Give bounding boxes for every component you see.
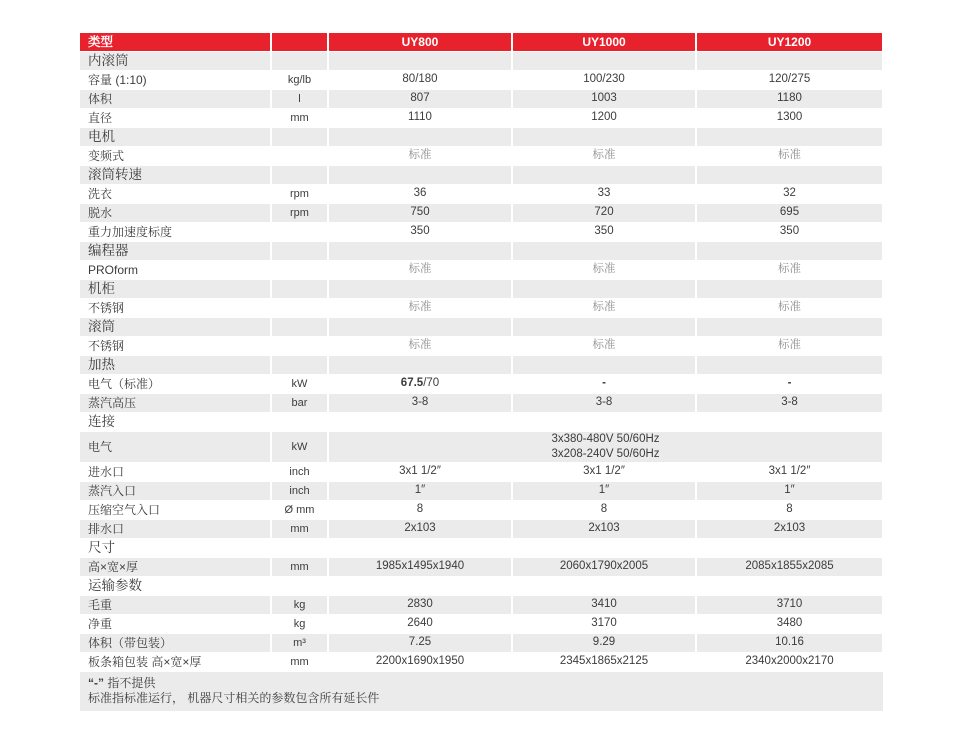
merged-value-cell: [329, 432, 882, 462]
value-cell: 标准: [778, 301, 801, 314]
row-label: 高×宽×厚: [80, 558, 270, 576]
value-cell: 标准: [592, 301, 616, 314]
value-cell: 2200x1690x1950: [375, 655, 465, 668]
value-cell: 3x1 1/2″: [399, 465, 441, 478]
value-cell: 100/230: [583, 73, 625, 86]
row-label: 电气（标准）: [88, 377, 161, 391]
table-body: [80, 52, 883, 671]
table-row: [80, 520, 883, 538]
table-row: [80, 432, 883, 462]
table-row: [80, 71, 883, 89]
table-row: [80, 223, 883, 241]
value-cell: 1″: [513, 482, 695, 500]
table-footnote: [80, 672, 883, 711]
table-row: [80, 394, 883, 412]
value-cell: [329, 356, 511, 374]
table-row: [80, 261, 883, 279]
value-cell: 8: [600, 503, 608, 516]
section-label: 滚筒转速: [80, 166, 270, 184]
value-segment: 67.5: [400, 377, 424, 390]
header-unit-label: [272, 33, 327, 51]
table-row: [80, 596, 883, 614]
value-cell: [697, 539, 882, 557]
value-cell: [329, 52, 511, 70]
value-cell: [329, 280, 511, 298]
value-cell: 8: [416, 503, 424, 516]
value-cell: 2085x1855x2085: [697, 558, 882, 576]
value-cell: [697, 128, 882, 146]
section-row: [80, 413, 883, 431]
row-unit: [272, 242, 327, 260]
value-cell: 标准: [408, 339, 432, 352]
value-cell: [513, 242, 695, 260]
value-cell: [697, 375, 882, 393]
row-unit: [272, 223, 327, 241]
value-cell: [329, 375, 511, 393]
table-row: [80, 337, 883, 355]
header-model-uy1000: UY1000: [513, 33, 695, 51]
merged-value-line: 3x208-240V 50/60Hz: [551, 448, 660, 460]
value-cell: [697, 280, 882, 298]
row-unit: kg: [293, 617, 306, 630]
value-cell: 标准: [592, 149, 616, 162]
row-unit: [272, 299, 327, 317]
row-unit: [272, 356, 327, 374]
table-row: [80, 482, 883, 500]
row-label: 排水口: [80, 520, 270, 538]
table-row: [80, 204, 883, 222]
row-label: 净重: [88, 617, 113, 631]
row-unit: inch: [272, 482, 327, 500]
value-cell: [329, 242, 511, 260]
row-unit: [272, 166, 327, 184]
value-segment: -: [787, 377, 792, 390]
value-cell: 10.16: [697, 634, 882, 652]
value-cell: 350: [410, 225, 430, 238]
value-cell: 标准: [408, 149, 432, 162]
section-row: [80, 318, 883, 336]
value-cell: 120/275: [768, 73, 811, 86]
value-cell: 标准: [778, 149, 801, 162]
value-cell: 2x103: [513, 520, 695, 538]
value-cell: [513, 280, 695, 298]
value-segment: 指不提供: [104, 676, 156, 690]
table-row: [80, 109, 883, 127]
section-label: 尺寸: [88, 540, 115, 556]
section-row: [80, 356, 883, 374]
row-label: 压缩空气入口: [88, 503, 161, 517]
table-row: [80, 463, 883, 481]
section-label: 运输参数: [88, 578, 142, 594]
row-unit: kg: [272, 596, 327, 614]
value-cell: 2x103: [697, 520, 882, 538]
row-label: 不锈钢: [88, 301, 125, 315]
value-segment: “-”: [88, 676, 104, 690]
value-cell: 1″: [697, 482, 882, 500]
value-cell: [513, 128, 695, 146]
row-unit: [272, 52, 327, 70]
row-label: 容量 (1:10): [88, 73, 147, 87]
value-cell: 80/180: [402, 73, 438, 86]
section-row: [80, 52, 883, 70]
value-cell: 3410: [513, 596, 695, 614]
header-model-uy800: UY800: [329, 33, 511, 51]
value-cell: [329, 539, 511, 557]
value-segment: -: [602, 377, 606, 390]
table-row: [80, 185, 883, 203]
row-unit: [272, 337, 327, 355]
value-cell: [513, 166, 695, 184]
row-unit: rpm: [290, 187, 309, 200]
row-unit: mm: [290, 655, 309, 668]
value-cell: 2830: [329, 596, 511, 614]
row-unit: l: [272, 90, 327, 108]
value-cell: [697, 242, 882, 260]
value-cell: 1180: [697, 90, 882, 108]
row-unit: inch: [289, 465, 310, 478]
row-label: 重力加速度标度: [88, 225, 173, 239]
merged-value-line: 3x380-480V 50/60Hz: [551, 433, 660, 446]
value-cell: 2x103: [329, 520, 511, 538]
section-row: [80, 242, 883, 260]
row-label: 不锈钢: [88, 339, 125, 353]
row-unit: m³: [272, 634, 327, 652]
value-cell: [513, 318, 695, 336]
value-cell: 695: [697, 204, 882, 222]
value-cell: [329, 128, 511, 146]
value-cell: 720: [513, 204, 695, 222]
row-unit: kg/lb: [287, 73, 312, 86]
value-cell: [697, 52, 882, 70]
footnote-line-dash: [88, 676, 875, 691]
value-cell: 3-8: [513, 394, 695, 412]
value-cell: 8: [786, 503, 793, 516]
row-label: 进水口: [88, 465, 125, 479]
value-cell: 2060x1790x2005: [513, 558, 695, 576]
row-label: 洗衣: [88, 187, 113, 201]
value-segment: 标准指标准运行， 机器尺寸相关的参数包含所有延长件: [88, 691, 380, 705]
value-cell: 2340x2000x2170: [745, 655, 834, 668]
section-label: 内滚筒: [80, 52, 270, 70]
section-label: 机柜: [80, 280, 270, 298]
value-cell: 3x1 1/2″: [768, 465, 811, 478]
row-label: 脱水: [80, 204, 270, 222]
row-unit: [272, 261, 327, 279]
value-cell: 3-8: [329, 394, 511, 412]
value-cell: 7.25: [329, 634, 511, 652]
row-label: 毛重: [80, 596, 270, 614]
value-cell: 350: [779, 225, 800, 238]
value-cell: [513, 375, 695, 393]
table-row: [80, 615, 883, 633]
row-unit: mm: [290, 111, 309, 124]
section-row: [80, 280, 883, 298]
value-cell: [697, 166, 882, 184]
spec-table: [80, 33, 883, 711]
section-label: 滚筒: [80, 318, 270, 336]
value-cell: 9.29: [513, 634, 695, 652]
value-cell: [697, 356, 882, 374]
section-label: 连接: [88, 414, 115, 430]
value-cell: 1985x1495x1940: [329, 558, 511, 576]
table-header-row: [80, 33, 883, 51]
table-row: [80, 375, 883, 393]
value-cell: 3x1 1/2″: [583, 465, 625, 478]
value-cell: 350: [594, 225, 614, 238]
section-row: [80, 577, 883, 595]
value-cell: 标准: [778, 263, 801, 276]
value-cell: 33: [597, 187, 611, 200]
row-unit: [272, 413, 327, 431]
value-cell: [697, 318, 882, 336]
value-cell: 标准: [592, 263, 616, 276]
row-unit: [272, 128, 327, 146]
value-cell: 3480: [776, 617, 803, 630]
value-cell: 1003: [513, 90, 695, 108]
table-row: [80, 558, 883, 576]
row-label: 直径: [88, 111, 113, 125]
value-cell: [513, 539, 695, 557]
table-row: [80, 634, 883, 652]
value-cell: 标准: [592, 339, 616, 352]
section-row: [80, 539, 883, 557]
section-label: 电机: [80, 128, 270, 146]
row-label: PROform: [88, 263, 139, 277]
header-type-label: 类型: [80, 33, 270, 51]
row-unit: mm: [272, 558, 327, 576]
row-label: 蒸汽入口: [80, 482, 270, 500]
row-unit: kW: [291, 377, 308, 390]
row-unit: [272, 147, 327, 165]
value-cell: 2345x1865x2125: [559, 655, 649, 668]
value-cell: [513, 52, 695, 70]
row-label: 蒸汽高压: [80, 394, 270, 412]
value-cell: 807: [329, 90, 511, 108]
value-cell: 1110: [408, 111, 432, 124]
value-cell: 1300: [776, 111, 803, 124]
row-label: 体积: [80, 90, 270, 108]
value-cell: 标准: [408, 263, 432, 276]
row-unit: Ø mm: [284, 503, 315, 516]
table-row: [80, 653, 883, 671]
section-row: [80, 166, 883, 184]
row-unit: mm: [272, 520, 327, 538]
value-cell: [513, 577, 695, 595]
value-cell: [513, 413, 695, 431]
value-cell: [329, 577, 511, 595]
table-row: [80, 501, 883, 519]
row-unit: [272, 539, 327, 557]
row-unit: [272, 577, 327, 595]
value-cell: 3710: [697, 596, 882, 614]
value-cell: 3170: [591, 617, 617, 630]
value-cell: 标准: [778, 339, 801, 352]
section-row: [80, 128, 883, 146]
section-label: 加热: [80, 356, 270, 374]
table-row: [80, 299, 883, 317]
value-cell: 36: [413, 187, 427, 200]
value-cell: 3-8: [697, 394, 882, 412]
value-cell: 2640: [407, 617, 433, 630]
row-label: 体积（带包装）: [80, 634, 270, 652]
value-cell: [329, 166, 511, 184]
row-unit: [272, 280, 327, 298]
value-cell: [697, 413, 882, 431]
value-cell: [329, 318, 511, 336]
value-cell: 1200: [591, 111, 617, 124]
row-unit: bar: [272, 394, 327, 412]
value-cell: 32: [783, 187, 796, 200]
table-row: [80, 90, 883, 108]
row-unit: [272, 318, 327, 336]
value-cell: 750: [329, 204, 511, 222]
value-cell: 1″: [329, 482, 511, 500]
row-unit: rpm: [272, 204, 327, 222]
row-unit: kW: [272, 432, 327, 462]
header-model-uy1200: UY1200: [697, 33, 882, 51]
row-label: 变频式: [88, 149, 125, 163]
value-cell: [697, 577, 882, 595]
row-label: 电气: [80, 432, 270, 462]
row-label: 板条箱包装 高×宽×厚: [88, 655, 202, 669]
footnote-line-standard: [88, 691, 875, 706]
value-cell: [513, 356, 695, 374]
table-row: [80, 147, 883, 165]
value-cell: 标准: [408, 301, 432, 314]
section-label: 编程器: [80, 242, 270, 260]
value-segment: /70: [423, 377, 440, 390]
value-cell: [329, 413, 511, 431]
